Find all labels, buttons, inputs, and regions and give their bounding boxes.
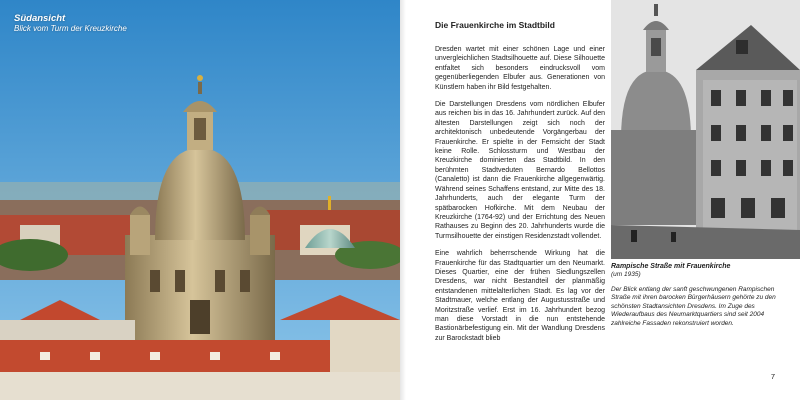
article-paragraph-1: Dresden wartet mit einer schönen Lage und einer unvergleichlichen Stadtsilhouette auf. Diese Silhouette entfaltet sich besonders eindrucksvoll vom gegenüberliegenden Elbufer aus. Generationen von Künstlern haben ihr Bild festgehalten. (435, 46, 605, 91)
right-caption-body: Der Blick entlang der sanft geschwungenen Rampischen Straße mit ihren barocken Bürgerhäusern gehörte zu den schönsten Stadtansichten Dresdens. Im Zuge des Wiederaufbaus des Neumarktquartiers sind seit 2004 zahlreiche Fassaden rekonstruiert worden. (611, 285, 776, 327)
rampische-strasse-illustration (611, 0, 800, 259)
page-number: 7 (770, 372, 775, 381)
article-column (435, 20, 605, 351)
left-caption-title: Südansicht (14, 13, 66, 24)
right-photo-caption (611, 262, 791, 328)
article-heading: Die Frauenkirche im Stadtbild (435, 20, 555, 30)
article-paragraph-2: Die Darstellungen Dresdens vom nördlichen Elbufer aus reichen bis in das 16. Jahrhundert zurück. Auf den ältesten Darstellungen zeigt sich noch der architektonisch unbedeutende Vorgängerbau der Frauenkirche. Er spielte in der Fernsicht der Stadt keine Rolle. Schlossturm und Westbau der Kreuzkirche dominierten das Stadtbild. In den berühmten Stadtveduten Bernardo Bellottos (Canaletto) ist dann die Frauenkirche allgegenwärtig. Während seines Schaffens entstand, zur Mitte des 18. Jahrhunderts, auch der elegante Turm der spätbarocken Hofkirche. Mit dem Neubau der Kreuzkirche (1764-92) und der Errichtung des Neuen Rathauses zu Beginn des 20. Jahrhunderts wurde die Turmsilhouette der einstigen Residenzstadt vollendet. (435, 101, 605, 240)
book-gutter-shadow (400, 0, 406, 400)
article-paragraph-3: Eine wahrlich beherrschende Wirkung hat die Frauenkirche für das Stadtquartier um den Neumarkt. Dieses Quartier, eine der frühen Siedlungszellen Dresdens, war nicht Bestandteil der planmäßig entstandenen mittelalterlichen Stadt. Es lag vor der Stadtmauer, welche entlang der Augustusstraße und Moritzstraße verlief. Erst im 16. Jahrhundert bezog man diese Vorstadt in die nun entstehende Bastionärbefestigung ein. Mit der Wandlung Dresdens zur Barockstadt blieb (435, 250, 605, 342)
right-caption-title: Rampische Straße mit Frauenkirche (611, 263, 731, 270)
right-page (400, 0, 800, 400)
left-photo-caption (14, 13, 127, 34)
right-caption-subtitle: (um 1935) (611, 271, 641, 278)
left-caption-subtitle: Blick vom Turm der Kreuzkirche (14, 24, 127, 33)
rampische-strasse-historic-photo (611, 0, 800, 259)
